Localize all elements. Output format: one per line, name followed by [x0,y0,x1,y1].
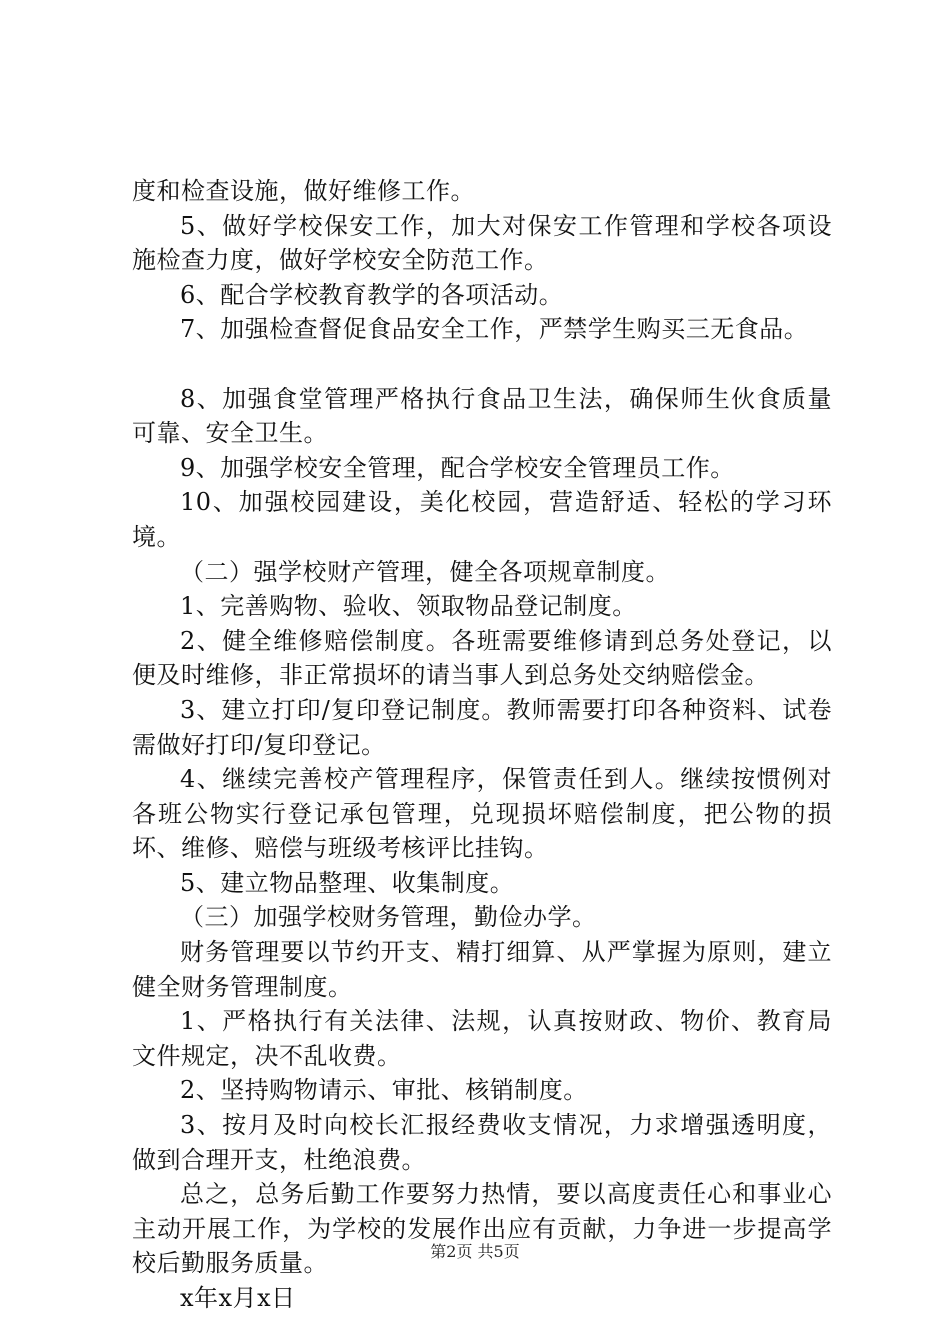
paragraph-item-10-campus: 10、加强校园建设，美化校园，营造舒适、轻松的学习环境。 [132,488,832,551]
paragraph-finance-2: 2、坚持购物请示、审批、核销制度。 [180,1076,588,1105]
paragraph-item-8-canteen: 8、加强食堂管理严格执行食品卫生法，确保师生伙食质量可靠、安全卫生。 [132,384,832,448]
paragraph-conclusion: 总之，总务后勤工作要努力热情，要以高度责任心和事业心主动开展工作，为学校的发展作出应有贡献，力争进一步提高学校后勤服务质量。 [132,1180,832,1278]
paragraph-property-1: 1、完善购物、验收、领取物品登记制度。 [180,592,637,621]
paragraph-finance-3: 3、按月及时向校长汇报经费收支情况，力求增强透明度，做到合理开支，杜绝浪费。 [132,1111,832,1174]
paragraph-item-5-security: 5、做好学校保安工作，加大对保安工作管理和学校各项设施检查力度，做好学校安全防范工作。 [132,211,832,275]
blank-line [132,347,832,382]
paragraph-property-4: 4、继续完善校产管理程序，保管责任到人。继续按惯例对各班公物实行登记承包管理，兑现损坏赔偿制度，把公物的损坏、维修、赔偿与班级考核评比挂钩。 [132,765,832,863]
paragraph-item-7-food-safety: 7、加强检查督促食品安全工作，严禁学生购买三无食品。 [180,315,809,344]
paragraph-item-6-activities: 6、配合学校教育教学的各项活动。 [180,280,564,309]
page-number-footer: 第2页 共5页 [430,1242,520,1261]
paragraph-property-3: 3、建立打印/复印登记制度。教师需要打印各种资料、试卷需做好打印/复印登记。 [132,695,832,759]
date-line: x年x月x日 [180,1284,296,1312]
section-heading-property: （二）强学校财产管理，健全各项规章制度。 [180,557,670,586]
document-body [132,174,832,1316]
paragraph-continuation: 度和检查设施，做好维修工作。 [132,177,475,205]
section-heading-finance: （三）加强学校财务管理，勤俭办学。 [180,903,597,932]
paragraph-finance-1: 1、严格执行有关法律、法规，认真按财政、物价、教育局文件规定，决不乱收费。 [132,1007,832,1070]
paragraph-property-2: 2、健全维修赔偿制度。各班需要维修请到总务处登记，以便及时维修，非正常损坏的请当事人到总务处交纳赔偿金。 [132,626,832,690]
paragraph-finance-intro: 财务管理要以节约开支、精打细算、从严掌握为原则，建立健全财务管理制度。 [132,938,832,1001]
paragraph-property-5: 5、建立物品整理、收集制度。 [180,868,515,897]
paragraph-item-9-safety-management: 9、加强学校安全管理，配合学校安全管理员工作。 [180,453,735,482]
